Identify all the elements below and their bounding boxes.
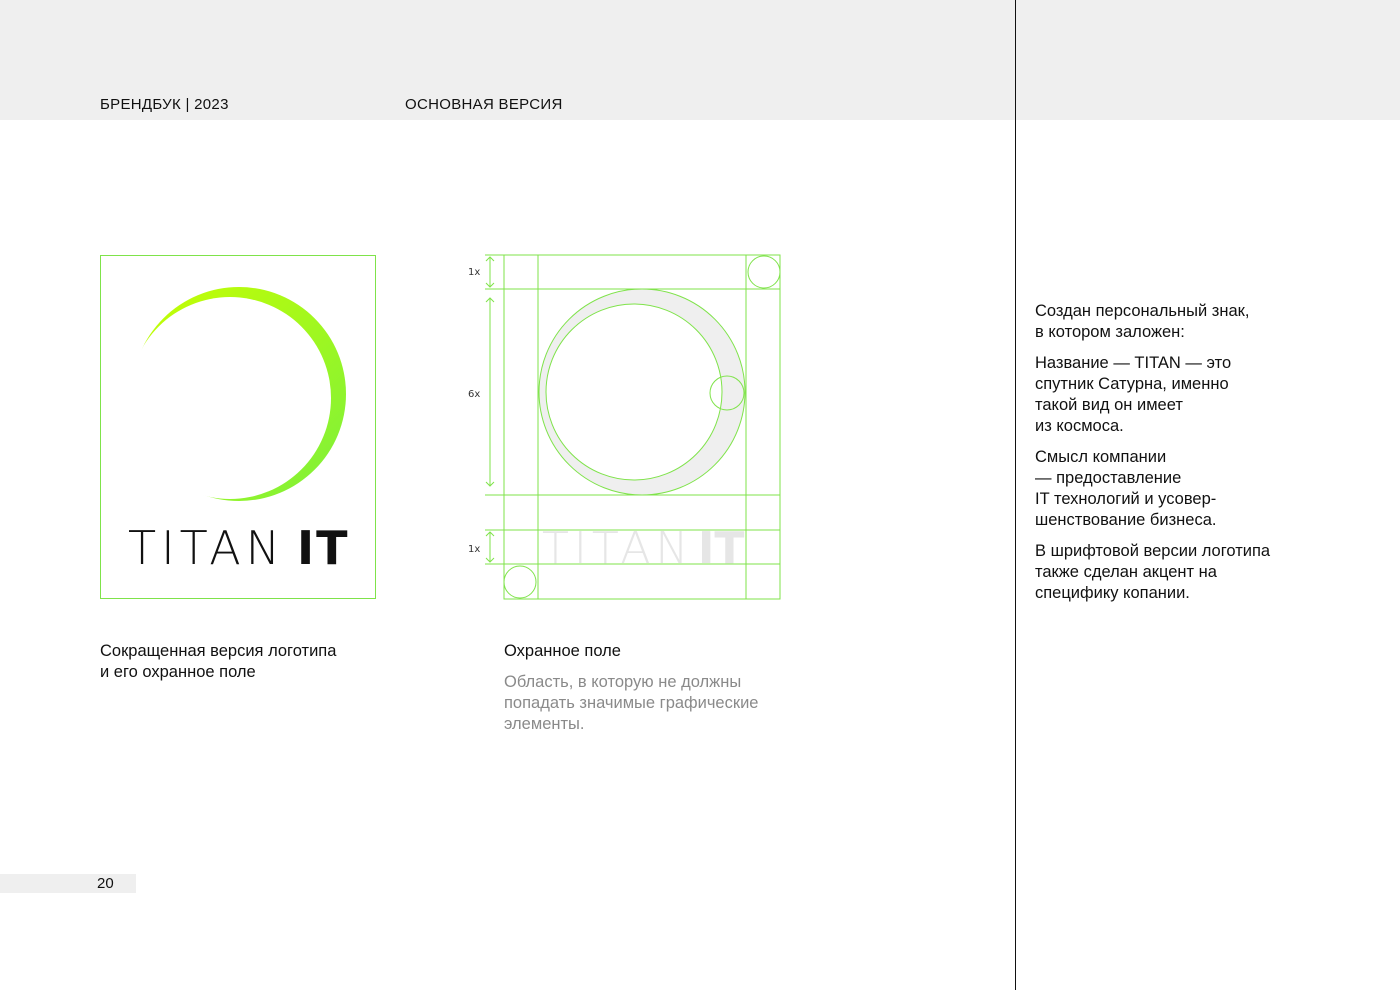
column-divider (1015, 0, 1016, 990)
wordmark-light: TITAN (128, 521, 286, 575)
sidebar-paragraph: Смысл компании — предоставление IT технологий и усовер- шенствование бизнеса. (1035, 448, 1217, 529)
sidebar-paragraph: Создан персональный знак, в котором заложен: (1035, 302, 1250, 341)
sidebar-description (1035, 301, 1335, 614)
label-6x: 6x (468, 389, 481, 400)
wordmark-bold: IT (297, 521, 350, 575)
clearspace-diagram (460, 245, 790, 605)
faint-crescent (539, 289, 745, 495)
crescent-shape (132, 287, 346, 501)
header-band-right (1016, 0, 1400, 120)
label-1x-top: 1x (468, 267, 481, 278)
dimension-arrows (486, 257, 494, 562)
brandbook-title: БРЕНДБУК | 2023 (100, 96, 229, 113)
clearspace-caption-title: Охранное поле (504, 642, 621, 660)
page-number: 20 (97, 875, 114, 892)
sidebar-paragraph: Название — TITAN — это спутник Сатурна, именно такой вид он имеет из космоса. (1035, 354, 1232, 435)
label-1x-bottom: 1x (468, 544, 481, 555)
faint-wordmark: TITAN (542, 523, 694, 574)
clearspace-caption-desc: Область, в которую не должны попадать значимые графические элементы. (504, 673, 759, 733)
page-number-band (0, 874, 136, 893)
faint-wordmark-bold: IT (698, 523, 745, 574)
section-title: ОСНОВНАЯ ВЕРСИЯ (405, 96, 563, 113)
titanit-logo (101, 256, 377, 600)
short-logo-caption: Сокращенная версия логотипа и его охранное поле (100, 642, 337, 681)
logo-frame (100, 255, 376, 599)
sidebar-paragraph: В шрифтовой версии логотипа также сделан акцент на специфику копании. (1035, 542, 1271, 602)
